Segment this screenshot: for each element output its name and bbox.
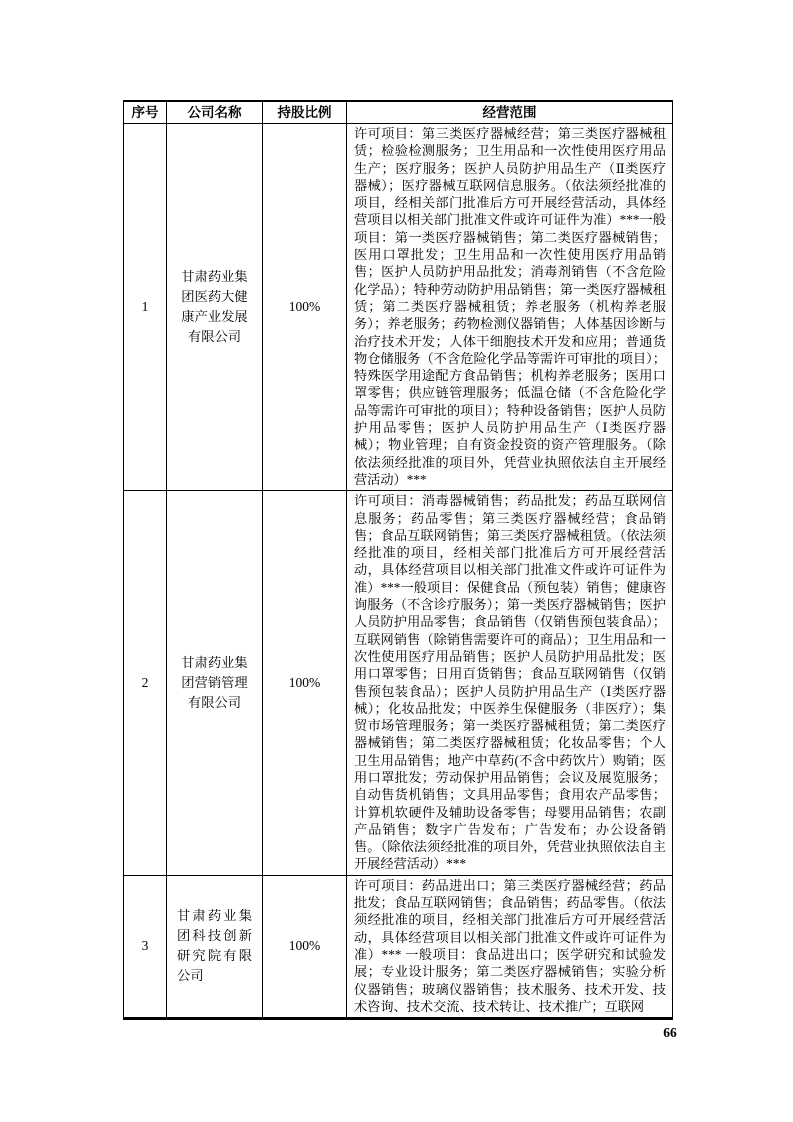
table-row bbox=[124, 124, 673, 491]
company-name: 甘肃药业集团科技创新研究院有限公司 bbox=[167, 875, 263, 1018]
shareholding-ratio: 100% bbox=[263, 491, 347, 876]
business-scope: 许可项目：药品进出口；第三类医疗器械经营；药品批发；食品互联网销售；食品销售；药品零售。（依法须经批准的项目，经相关部门批准后方可开展经营活动，具体经营项目以相关部门批准文件或许可证件为准）*** 一般项目：食品进出口；医学研究和试验发展；专业设计服务；第二类医疗器械销售；实验分析仪器销售；玻璃仪器销售；技术服务、技术开发、技术咨询、技术交流、技术转让、技术推广；互联网 bbox=[347, 875, 673, 1018]
row-index: 3 bbox=[124, 875, 167, 1018]
subsidiary-table bbox=[123, 100, 673, 1020]
page-number: 66 bbox=[663, 1025, 677, 1040]
row-index: 2 bbox=[124, 491, 167, 876]
shareholding-ratio: 100% bbox=[263, 124, 347, 491]
table-row bbox=[124, 875, 673, 1018]
header-shareholding-ratio: 持股比例 bbox=[263, 101, 347, 124]
header-index: 序号 bbox=[124, 101, 167, 124]
business-scope: 许可项目：第三类医疗器械经营；第三类医疗器械租赁；检验检测服务；卫生用品和一次性使用医疗用品生产；医疗服务；医护人员防护用品生产（Ⅱ类医疗器械）；医疗器械互联网信息服务。（依法须经批准的项目，经相关部门批准后方可开展经营活动，具体经营项目以相关部门批准文件或许可证件为准）***一般项目：第一类医疗器械销售；第二类医疗器械销售；医用口罩批发；卫生用品和一次性使用医疗用品销售；医护人员防护用品批发；消毒剂销售（不含危险化学品）；特种劳动防护用品销售；第一类医疗器械租赁；第二类医疗器械租赁；养老服务（机构养老服务）；养老服务；药物检测仪器销售；人体基因诊断与治疗技术开发；人体干细胞技术开发和应用；普通货物仓储服务（不含危险化学品等需许可审批的项目）；特殊医学用途配方食品销售；机构养老服务；医用口罩零售；供应链管理服务；低温仓储（不含危险化学品等需许可审批的项目）；特种设备销售；医护人员防护用品零售；医护人员防护用品生产（Ⅰ类医疗器械）；物业管理；自有资金投资的资产管理服务。（除依法须经批准的项目外，凭营业执照依法自主开展经营活动）*** bbox=[347, 124, 673, 491]
company-name: 甘肃药业集团营销管理有限公司 bbox=[167, 491, 263, 876]
shareholding-ratio: 100% bbox=[263, 875, 347, 1018]
header-company-name: 公司名称 bbox=[167, 101, 263, 124]
row-index: 1 bbox=[124, 124, 167, 491]
table-row bbox=[124, 491, 673, 876]
table-header-row bbox=[124, 101, 673, 124]
business-scope: 许可项目：消毒器械销售；药品批发；药品互联网信息服务；药品零售；第三类医疗器械经营；食品销售；食品互联网销售；第三类医疗器械租赁。（依法须经批准的项目，经相关部门批准后方可开展经营活动，具体经营项目以相关部门批准文件或许可证件为准）***一般项目：保健食品（预包装）销售；健康咨询服务（不含诊疗服务）；第一类医疗器械销售；医护人员防护用品零售；食品销售（仅销售预包装食品）；互联网销售（除销售需要许可的商品）；卫生用品和一次性使用医疗用品销售；医护人员防护用品批发；医用口罩零售；日用百货销售；食品互联网销售（仅销售预包装食品）；医护人员防护用品生产（Ⅰ类医疗器械）；化妆品批发；中医养生保健服务（非医疗）；集贸市场管理服务；第一类医疗器械租赁；第二类医疗器械销售；第二类医疗器械租赁；化妆品零售；个人卫生用品销售；地产中草药(不含中药饮片）购销；医用口罩批发；劳动保护用品销售；会议及展览服务；自动售货机销售；文具用品零售；食用农产品零售；计算机软硬件及辅助设备零售；母婴用品销售；农副产品销售；数字广告发布；广告发布；办公设备销售。（除依法须经批准的项目外，凭营业执照依法自主开展经营活动）*** bbox=[347, 491, 673, 876]
header-business-scope: 经营范围 bbox=[347, 101, 673, 124]
company-name: 甘肃药业集团医药大健康产业发展有限公司 bbox=[167, 124, 263, 491]
